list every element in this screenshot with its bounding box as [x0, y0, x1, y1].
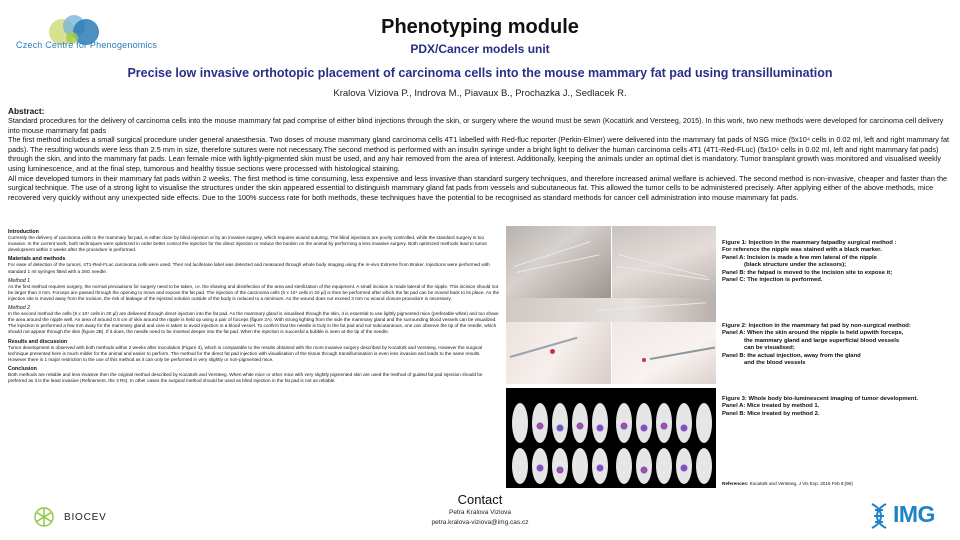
conclusion-heading: Conclusion: [8, 365, 37, 372]
results-text: Tumor development is observed with both methods within 2 weeks after inoculation (Figure 3), which is comparable to the results obtained with the more invasive surgery described by Kocatürk and Versteeg. However the surgical technique presented here is much milder for the animal and easier to perform. The method for the direct fat pad injection with visualisation of the tissue through transillumination is even less invasive and leads to the same results. However there is 1 major restriction to the use of this method as it can only be performed in very slightly or non-pigmented mice.: [8, 344, 483, 362]
caption-line: Panel C: The injection is performed.: [722, 277, 823, 284]
contact-heading: Contact: [457, 492, 503, 507]
figure3-bioluminescence-photo: [506, 388, 716, 488]
body-text-column: [8, 226, 500, 384]
conclusion-text: Both methods are reliable and less invasive then the original method described by Kocatürk and Versteeg. When white mice or other mice with very slightly pigmented skin are used the method of guided fat pad injection should be preferred as it is the least invasive (Refinement, the 3 Rs). In other cases the surgical method should be used as blind injection in the fat pad is not as reliable.: [8, 371, 483, 384]
caption-line: (black structure under the scissors);: [744, 262, 847, 269]
contact-name: Petra Kralova Viziova: [448, 509, 512, 516]
method1-heading: Method 1: [8, 277, 31, 284]
caption-line: Figure 3: Whole body bio-luminescent imaging of tumor development.: [722, 396, 919, 402]
method1-text: As the first method requires surgery, the normal precautions for surgery need to be taken, i.e. the shaving and disinfection of the area and sterilization of the equipment. A small incision is made lateral of the nipple. This incision should not be larger than 3 mm. Forceps are passed through the opening to move and expose the fat pad. The injection of the carcinoma cells (5 x 10⁴ cells in 20 µl) is then be performed after which the fat pad can be moved back to its place. As the injection site is moved away from the incision, the risk of leakage of the injected solution outside of the body is reduced to a minimum. As the wound does not exceed 3 mm no wound closure procedure is necessary.: [8, 283, 500, 301]
introduction-heading: Introduction: [8, 229, 39, 235]
caption-line: Panel B: Mice treated by method 2.: [722, 410, 820, 417]
caption-line: Panel A: Incision is made a few mm lateral of the nipple: [722, 254, 877, 261]
abstract-paragraph: Standard procedures for the delivery of carcinoma cells into the mouse mammary fat pad comprise of either blind injections through the skin, or surgery where the wound must be sewn (Kocatürk and Versteeg, 2015). In this work, two new methods were developed for carcinoma cell delivery into mouse mammary fat pads: [8, 116, 944, 135]
caption-line: Panel B: the fatpad is moved to the incision site to expose it;: [722, 269, 893, 276]
figure2-panel-a-photo: [506, 322, 611, 384]
method2-heading: Method 2: [8, 305, 31, 312]
abstract-paragraph: All mice developed tumors in their mammary fat pads within 2 weeks. The first method is time consuming, less expensive and less invasive than standard surgery techniques, and therefore increased animal welfare is achieved. The second method is non-invasive, cheaper and faster than the surgical technique. The use of a strong light to visualise the structures under the skin appeared essential to distinguish mammary gland fat pads from vessels and subcutaneous fat. This allowed the tumor cells to be administered precisely. After applying either of the above methods, mice recovered very quickly without any unexpected side effects. Due to the 100% success rate for both methods, these techniques have the potential to be recognised as standard methods for cancer cell administration into mouse mammary fat pads.: [8, 173, 948, 202]
page-title: Phenotyping module: [381, 16, 579, 38]
authors: Kralova Viziova P., Indrova M., Piavaux B., Prochazka J., Sedlacek R.: [333, 88, 627, 99]
materials-heading: Materials and methods: [8, 256, 66, 263]
references: [722, 481, 853, 486]
figure1-panel-b-photo: [612, 226, 716, 298]
caption-line: the mammary gland and large superficial blood vessels: [744, 337, 900, 344]
caption-line: For reference the nipple was stained with a black marker.: [722, 247, 882, 254]
abstract-heading: Abstract:: [8, 106, 45, 116]
poster-title: Precise low invasive orthotopic placement of carcinoma cells into the mouse mammary fat pad using transillumination: [127, 66, 833, 80]
caption-line: Panel B: the actual injection, away from the gland: [722, 352, 861, 359]
abstract-paragraph: The first method includes a small surgical procedure under general anaesthesia. Two doses of mouse mammary gland carcinoma cells 4T1 labelled with Red-fluc reporter (Perkin-Elmer) were delivered into the mammary fat pads of NSG mice (5x10⁴ cells in 0.02 ml, left and right mammary fat pads). The resulting wounds were less than 2.5 mm in size, therefore sutures were not necessary.The second method is performed with an insulin syringe under a bright light to deliver the human carcinoma cells 4T1 (4T1-Red-FLuc) (5x10⁴ cells in 0.02 ml, left and right mammary fat pads) through the skin, and into the mammary fat pads. Lean female mice with lightly-pigmented skin must be used, and any hair removed from the area of interest. Additionally, keeping the animals under an optimal diet is mandatory. Tumor transplant growth was monitored and visualised weekly using luminescence, and at the final step, tumorous and healthy tissue sections were processed with histological staining.: [8, 135, 950, 173]
figure1-caption: [722, 240, 954, 284]
abstract-section: [8, 106, 954, 202]
references-label: References:: [722, 481, 749, 486]
caption-line: Figure 1: Injection in the mammary fatpadby surgical method :: [722, 240, 897, 246]
references-text: Kocatürk and Versteeg, J Vis Exp. 2015 Feb 8;(96): [749, 481, 853, 486]
caption-line: and the blood vessels: [744, 360, 806, 367]
caption-line: can be visualised;: [744, 345, 795, 352]
method2-text: In the second method the cells (5 x 10⁴ cells in 20 µl) are delivered through direct injection into the fat pad. As the mammary gland is visualised through the skin, it is essential to use lightly pigmented mice (preferable white) and too shave the area around the nipple well. An area of around 0.5 cm of skin around the nipple is held up using a pair of forceps (figure 2A). With strong lighting from the side the mammary gland and the surrounding blood vessels can be visualized. The injection is performed a few mm away for the mammary gland and care is taken to avoid injection in a blood vessel. To confirm that the needle is truly in the fat pad and not subcutaneous, one can observe the tip of the needle, which should not appear through the skin (figure 2B). If it does, the needle need to be inserted deeper into the fat pad. When the injection is succesful a bubble is seen at the tip of the needle.: [8, 311, 499, 335]
figure1-panel-a-photo: [506, 226, 611, 298]
figure1-panel-c-photo: [506, 298, 716, 322]
materials-text: For ease of detection of the tumors, 4T1-Red-FLuc carcinoma cells were used. Their red luciferase label was detected and measured through whole body imaging using the in-vivo Extreme from Bruker. Injections were performed with standard 1 ml syringes fitted with a 26G needle.: [8, 262, 490, 274]
results-heading: Results and discussion: [8, 338, 68, 345]
introduction-text: Currently the delivery of carcinoma cells to the mammary fat pad, is either done by blind injection or by an invasive surgery, which requires wound suturing. The blind injections are poorly controlled, while the standard surgery is too invasive. In the current work, both techniques were optimized in order better control the injection for the direct injection or reduce the burden on the animal by performing a less invasive surgery. Both optimized methods lead to tumor development within 2 weeks after the procedure is performed.: [8, 235, 488, 253]
ccp-name: Czech Centre for Phenogenomics: [16, 40, 158, 50]
img-logo-text: IMG: [893, 501, 935, 527]
biocev-logo-text: BIOCEV: [64, 512, 107, 523]
page-subtitle: PDX/Cancer models unit: [410, 42, 550, 56]
figure2-caption: [722, 323, 954, 367]
caption-line: Panel A: Mice treated by method 1.: [722, 403, 820, 410]
caption-line: Figure 2: Injection in the mammary fat pad by non-surgical method:: [722, 323, 911, 329]
figure3-caption: [722, 396, 954, 418]
contact-email: petra.kralova-viziova@img.cas.cz: [431, 519, 529, 526]
caption-line: Panel A: When the skin around the nipple is held upwith forceps,: [722, 330, 904, 337]
figure2-panel-b-photo: [612, 322, 716, 384]
